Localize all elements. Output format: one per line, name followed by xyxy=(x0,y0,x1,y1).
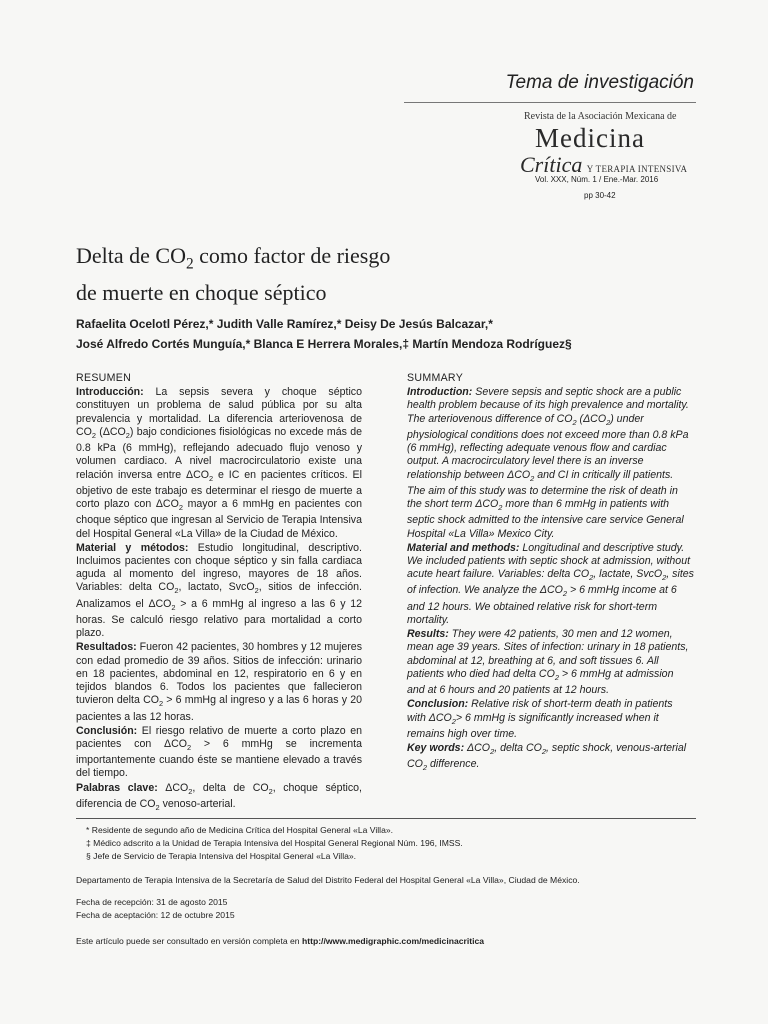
article-dates xyxy=(76,896,235,922)
availability-text: Este artículo puede ser consultado en versión completa en xyxy=(76,936,302,946)
journal-pages: pp 30-42 xyxy=(584,191,616,200)
summary-body xyxy=(407,386,694,774)
accepted-date: Fecha de aceptación: 12 de octubre 2015 xyxy=(76,910,235,920)
department-affiliation: Departamento de Terapia Intensiva de la Secretaría de Salud del Distrito Federal del Hospital General «La Villa», Ciudad de México. xyxy=(76,875,580,885)
abstract-paragraph: Material y métodos: Estudio longitudinal, descriptivo. Incluimos pacientes con choque séptico y sin falla cardiaca aguda al momento del ingreso, mayores de 18 años. Variables: delta $CO_2$, lactato, SvcO$_2$, sitios de infección. Analizamos el $\Delta CO_2 > a$ 6 mmHg al ingreso a las 6 y 12 horas. Se calculó riesgo relativo para mortalidad a corto plazo. xyxy=(76,541,363,640)
journal-link[interactable]: http://www.medigraphic.com/medicinacritica xyxy=(301,936,485,946)
summary-column xyxy=(407,372,694,776)
journal-volume: Vol. XXX, Núm. 1 / Ene.-Mar. 2016 xyxy=(535,175,659,184)
footnote-3: § Jefe de Servicio de Terapia Intensiva del Hospital General «La Villa». xyxy=(86,851,357,861)
abstract-paragraph: Conclusión: El riesgo relativo de muerte a corto plazo en pacientes con $\Delta CO_2 > 6$ mmHg se incrementa importantemente cuando éste se mantiene elevado a través del tiempo. xyxy=(76,724,362,780)
received-date: Fecha de recepción: 31 de agosto 2015 xyxy=(76,897,228,907)
abstract-paragraph: Introducción: La sepsis severa y choque séptico constituyen un problema de salud pública por su alta prevalencia y mortalidad. La diferencia arteriovenosa de $CO_2$ $(\Delta CO_2)$ bajo condiciones fisiológicas no excede más de 0.8 kPa (6 mmHg), reflejando adecuado flujo venoso y volumen cardiaco. A nivel macrocirculatorio existe una relación inversa entre $\Delta CO_2$ e IC en pacientes críticos. El objetivo de este trabajo es determinar el riesgo de muerte a corto plazo con $\Delta CO_2$ mayor a 6 mmHg en pacientes con choque séptico que ingresan al Servicio de Terapia Intensiva del Hospital General «La Villa» de la Ciudad de México. xyxy=(76,386,362,540)
abstract-paragraph: Palabras clave: $\Delta CO_2$, delta de $CO_2$, choque séptico, diferencia de $CO_2$ venoso-arterial. xyxy=(76,781,362,813)
journal-masthead xyxy=(520,111,696,178)
header-rule xyxy=(404,102,696,103)
journal-name: Medicina xyxy=(535,123,645,153)
journal-tagline: Y TERAPIA INTENSIVA xyxy=(586,164,688,174)
section-label: Tema de investigación xyxy=(505,72,694,93)
resumen-body xyxy=(76,386,362,814)
article-authors: Rafaelita Ocelotl Pérez,* Judith Valle Ramírez,* Deisy De Jesús Balcazar,* José Alfredo Cortés Munguía,* Blanca E Herrera Morales,‡ Martín Mendoza Rodríguez§ xyxy=(76,317,572,351)
abstract-paragraph: Resultados: Fueron 42 pacientes, 30 hombres y 12 mujeres con edad promedio de 39 años. Sitios de infección: urinario en 18 pacientes, abdominal en 12, respiratorio en 6 y en tejidos blandos 6. Todos los pacientes que fallecieron tuvieron delta $CO_2 > 6$ mmHg al ingreso y a las 6 horas y 20 pacientes a las 12 horas. xyxy=(76,641,362,723)
abstract-paragraph: Key words: $\Delta CO_2$, delta $CO_2$, septic shock, venous-arterial $CO_2$ difference. xyxy=(407,742,687,773)
journal-line1: Revista de la Asociación Mexicana de xyxy=(524,111,677,122)
abstract-paragraph: Introduction: Severe sepsis and septic shock are a public health problem because of its high prevalence and mortality. The arteriovenous difference of $CO_2$ $(\Delta CO_2)$ under physiological conditions does not exceed more than 0.8 kPa (6 mmHg), reflecting adequate venous flow and cardiac output. A macrocirculatory level there is an inverse relationship between $\Delta CO_2$ and CI in critically ill patients. The aim of this study was to determine the risk of death in the short term $\Delta CO_2$ more than 6 mmHg in patients with septic shock admitted to the intensive care service General Hospital «La Villa» Mexico City. xyxy=(407,386,689,540)
footnote-rule xyxy=(76,818,696,819)
journal-name-critica: Crítica xyxy=(520,152,583,177)
availability-note xyxy=(76,936,484,946)
footnote-1: * Residente de segundo año de Medicina Crítica del Hospital General «La Villa». xyxy=(86,825,394,835)
abstract-paragraph: Results: They were 42 patients, 30 men and 12 women, mean age 39 years. Sites of infection: urinary in 18 patients, abdominal at 12, breathing at 6, and soft tissues 6. All patients who died had delta $CO_2 > 6$ mmHg at admission and at 6 hours and 20 patients at 12 hours. xyxy=(407,628,689,697)
resumen-heading: RESUMEN xyxy=(76,372,132,384)
resumen-column xyxy=(76,372,362,815)
article-title: Delta de $CO_2$ como factor de riesgo de muerte en choque séptico xyxy=(76,243,391,306)
abstract-paragraph: Material and methods: Longitudinal and descriptive study. We included patients with septic shock at admission, without acute heart failure. Variables: delta $CO_2$, lactate, SvcO$_2$, sites of infection. We analyze the $\Delta CO_2 > 6$ mmHg income at 6 and 12 hours. We obtained relative risk for short-term mortality. xyxy=(407,541,694,626)
summary-heading: SUMMARY xyxy=(407,372,464,384)
footnote-2: ‡ Médico adscrito a la Unidad de Terapia Intensiva del Hospital General Regional Núm. 196, IMSS. xyxy=(86,838,463,848)
footnotes xyxy=(86,824,463,863)
abstract-paragraph: Conclusion: Relative risk of short-term death in patients with $\Delta CO_2> 6$ mmHg is significantly increased when it remains high over time. xyxy=(407,698,673,740)
